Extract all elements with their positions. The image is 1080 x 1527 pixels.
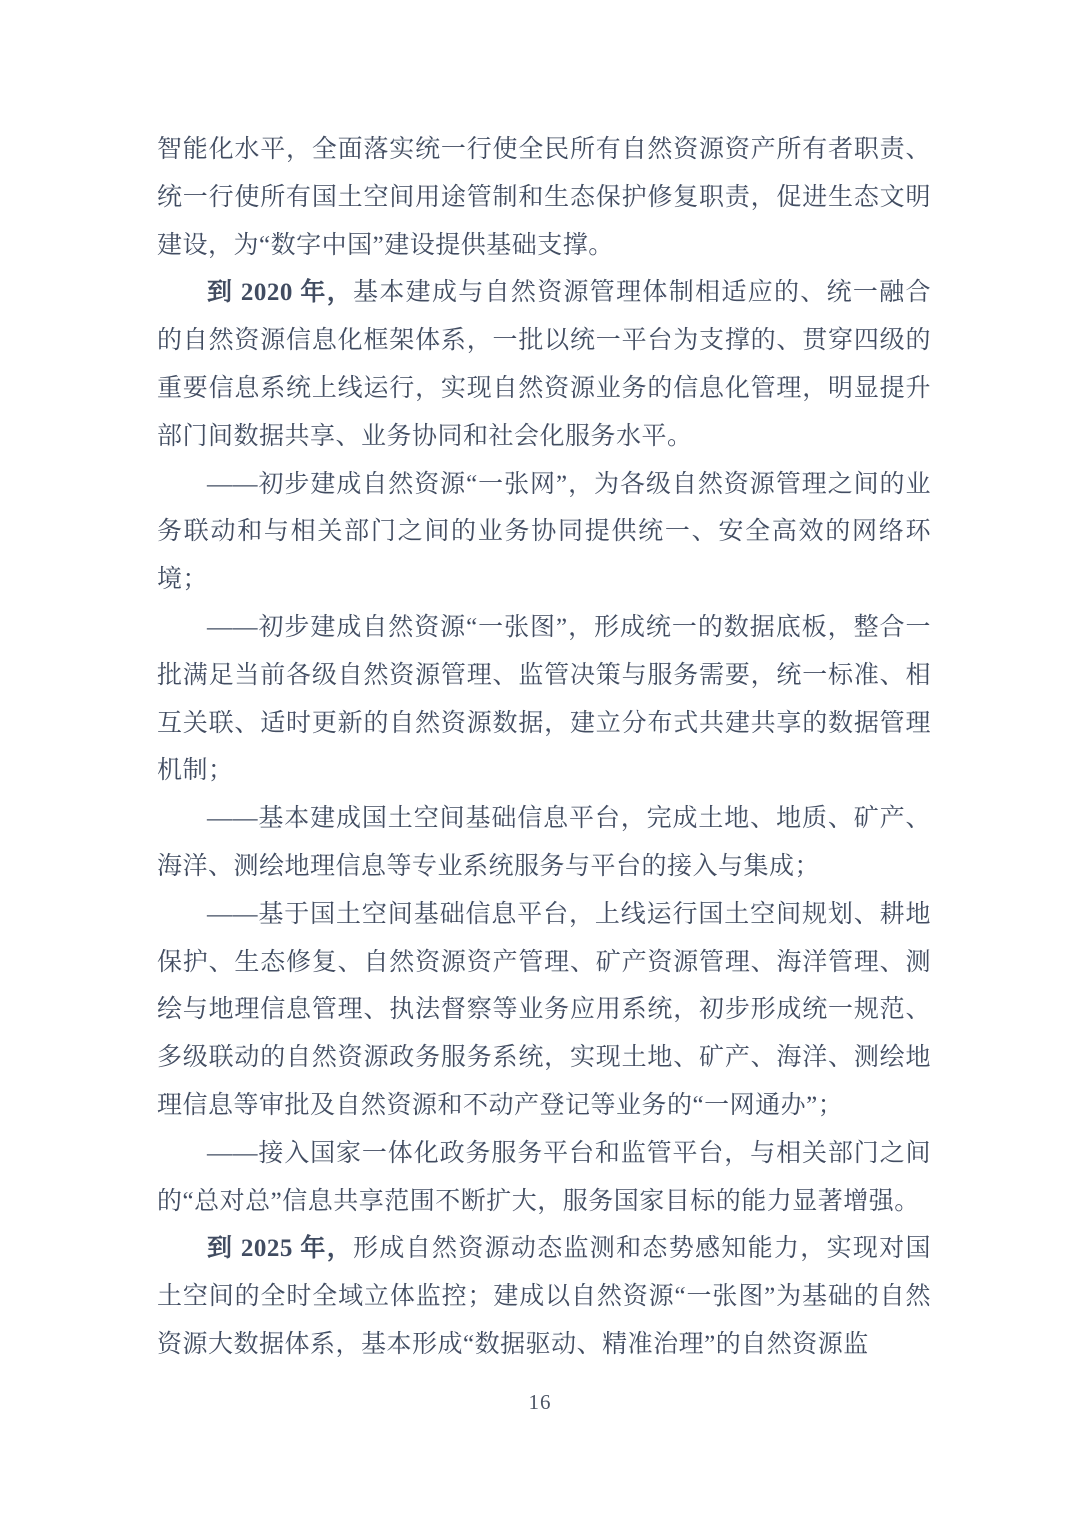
body-text: ——接入国家一体化政务服务平台和监管平台，与相关部门之间的“总对总”信息共享范围不断扩大，服务国家目标的能力显著增强。 <box>157 1139 931 1215</box>
document-body <box>157 126 931 1369</box>
paragraph-spatial-platform <box>157 795 931 891</box>
body-text: ——初步建成自然资源“一张图”，形成统一的数据底板，整合一批满足当前各级自然资源管理、监管决策与服务需要，统一标准、相互关联、适时更新的自然资源数据，建立分布式共建共享的数据管理机制； <box>157 613 931 785</box>
emphasis-text: 到 2025 年， <box>207 1235 354 1263</box>
page-number: 16 <box>528 1390 552 1414</box>
paragraph-2025-goal <box>157 1225 931 1368</box>
paragraph-one-network <box>157 461 931 604</box>
body-text: ——基本建成国土空间基础信息平台，完成土地、地质、矿产、海洋、测绘地理信息等专业系统服务与平台的接入与集成； <box>157 805 931 880</box>
paragraph-national-platform <box>157 1130 931 1226</box>
paragraph-continuation <box>157 126 931 269</box>
body-text: 基本建成与自然资源管理体制相适应的、统一融合的自然资源信息化框架体系，一批以统一平台为支撑的、贯穿四级的重要信息系统上线运行，实现自然资源业务的信息化管理，明显提升部门间数据共享、业务协同和社会化服务水平。 <box>157 279 931 450</box>
emphasis-text: 到 2020 年， <box>207 279 354 307</box>
body-text: 形成自然资源动态监测和态势感知能力，实现对国土空间的全时全域立体监控；建成以自然资源“一张图”为基础的自然资源大数据体系，基本形成“数据驱动、精准治理”的自然资源监 <box>157 1235 931 1358</box>
paragraph-application-systems <box>157 891 931 1130</box>
body-text: ——初步建成自然资源“一张网”，为各级自然资源管理之间的业务联动和与相关部门之间的业务协同提供统一、安全高效的网络环境； <box>157 470 931 594</box>
body-text: 智能化水平，全面落实统一行使全民所有自然资源资产所有者职责、统一行使所有国土空间用途管制和生态保护修复职责，促进生态文明建设，为“数字中国”建设提供基础支撑。 <box>157 136 931 259</box>
paragraph-one-map <box>157 604 931 795</box>
paragraph-2020-goal <box>157 269 931 460</box>
body-text: ——基于国土空间基础信息平台，上线运行国土空间规划、耕地保护、生态修复、自然资源资产管理、矿产资源管理、海洋管理、测绘与地理信息管理、执法督察等业务应用系统，初步形成统一规范、多级联动的自然资源政务服务系统，实现土地、矿产、海洋、测绘地理信息等审批及自然资源和不动产登记等业务的“一网通办”； <box>157 900 931 1119</box>
